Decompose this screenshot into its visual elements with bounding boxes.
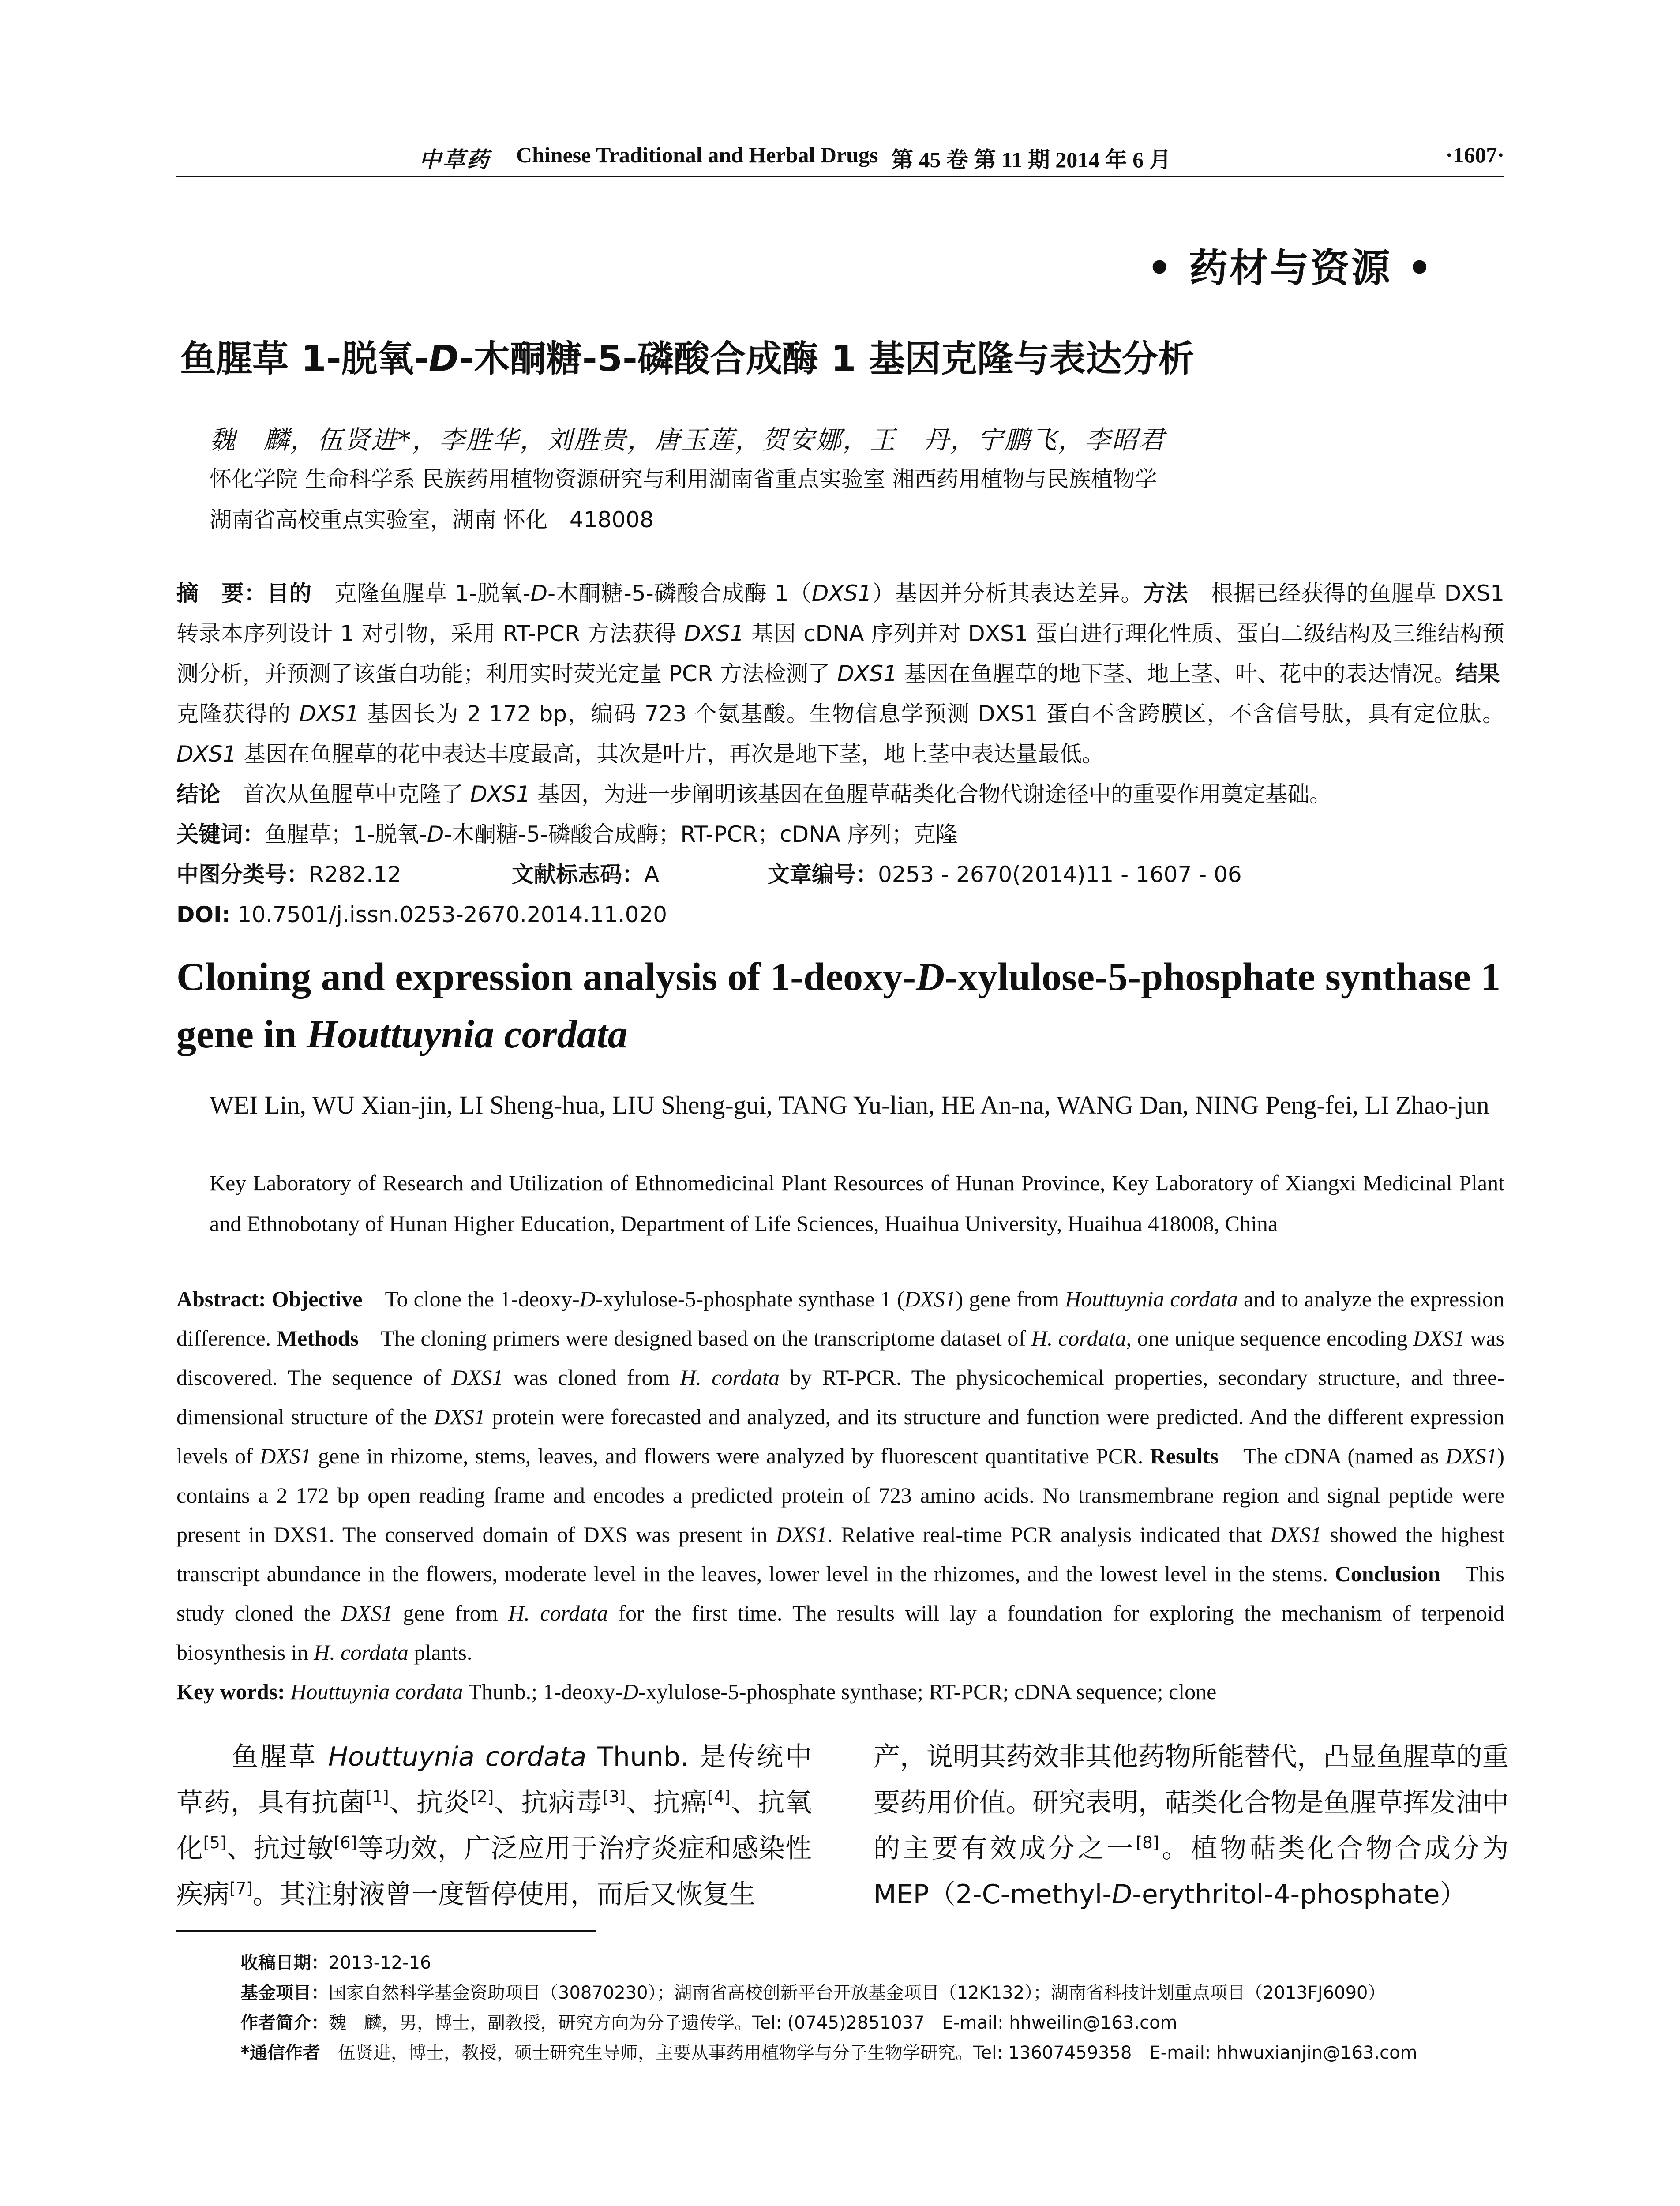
authors-cn: 魏 麟，伍贤进*，李胜华，刘胜贵，唐玉莲，贺安娜，王 丹，宁鹏飞，李昭君 <box>210 425 1166 455</box>
doi-link[interactable]: 10.7501/j.issn.0253-2670.2014.11.020 <box>237 902 668 927</box>
methods-text: The cloning primers were designed based on the transcriptome dataset of <box>358 1326 1031 1351</box>
abstract-cn <box>176 574 1522 935</box>
conclusion-label: Conclusion <box>1335 1561 1440 1586</box>
citation-ref[interactable]: [5] <box>203 1833 227 1852</box>
results-text: 基因在鱼腥草的花中表达丰度最高，其次是叶片，再次是地下茎，地上茎中表达量最低。 <box>236 741 1104 767</box>
clc-value: R282.12 <box>309 862 401 887</box>
keywords-cn-text: 鱼腥草；1-脱氧- <box>265 822 427 847</box>
body-text: 。其注射液曾一度暂停使用，而后又恢复生 <box>252 1879 756 1910</box>
italic-d: D <box>622 1679 639 1704</box>
conclusion-text: 基因，为进一步阐明该基因在鱼腥草萜类化合物代谢途径中的重要作用奠定基础。 <box>530 781 1332 807</box>
abstract-en-body <box>176 1279 1504 1672</box>
citation-ref[interactable]: [8] <box>1136 1833 1159 1852</box>
objective-text: ）基因并分析其表达差异。 <box>872 581 1144 606</box>
running-head <box>176 142 1504 177</box>
gene-name: DXS1 <box>260 1444 311 1468</box>
bio-value: 魏 麟，男，博士，副教授，研究方向为分子遗传学。Tel: (0745)2851037 E-mail: hhweilin@163.com <box>329 2013 1178 2033</box>
methods-text: was discovered. The sequence of <box>176 1326 1505 1390</box>
journal-name-cn: 中草药 <box>419 147 491 172</box>
gene-name: DXS1 <box>684 621 744 646</box>
gene-name: DXS1 <box>341 1601 393 1625</box>
header-rule <box>176 176 1504 177</box>
italic-d: D <box>427 822 444 847</box>
doc-code <box>512 855 759 895</box>
conclusion-text: plants. <box>408 1640 472 1665</box>
title-en-text: Cloning and expression analysis of 1-deoxy- <box>176 955 916 999</box>
clc-label: 中图分类号： <box>176 862 309 887</box>
body-paragraph <box>176 1734 812 1917</box>
classification-line <box>176 855 1504 895</box>
title-cn <box>180 330 1548 382</box>
body-text: 、抗炎 <box>389 1787 471 1818</box>
body-text: 鱼腥草 <box>232 1741 328 1772</box>
species-name: H. cordata <box>1031 1326 1126 1351</box>
results-text: The cDNA (named as <box>1219 1444 1446 1468</box>
results-text: 克隆获得的 <box>176 661 1522 727</box>
results-text: ) contains a 2 172 bp open reading frame and encodes a predicted protein of 723 amino acids. No transmembrane region and signal peptide were present in DXS1. The conserved domain of DXS was present in <box>176 1444 1504 1547</box>
article-label: 文章编号： <box>768 862 878 887</box>
results-text: showed the highest transcript abundance in the flowers, moderate level in the leaves, lower level in the rhizomes, and the lowest level in the stems. <box>176 1522 1504 1586</box>
keywords-cn-label: 关键词： <box>176 822 265 847</box>
conclusion-text: gene from <box>392 1601 509 1625</box>
title-en-text: -xylulose-5-phosphate synthase 1 gene in <box>176 955 1501 1056</box>
authors-en: WEI Lin, WU Xian-jin, LI Sheng-hua, LIU Sheng-gui, TANG Yu-lian, HE An-na, WANG Dan, NING Peng-fei, LI Zhao-jun <box>210 1091 1489 1119</box>
gene-name: DXS1 <box>299 701 360 727</box>
abstract-en-label: Abstract: Objective <box>176 1287 363 1311</box>
methods-text: protein were forecasted and analyzed, and its structure and function were predicted. And the different expression levels of <box>176 1404 1504 1468</box>
methods-text: 根据已经获得的鱼腥草 DXS1 转录本序列设计 1 对引物，采用 RT-PCR 方法获得 <box>176 581 1505 646</box>
affiliation-cn-line1: 怀化学院 生命科学系 民族药用植物资源研究与利用湖南省重点实验室 湘西药用植物与民族植物学 <box>210 466 1157 492</box>
objective-label: 目的 <box>266 581 312 606</box>
gene-name: DXS1 <box>776 1522 828 1547</box>
results-label: Results <box>1150 1444 1219 1468</box>
body-text: 、抗癌 <box>626 1787 708 1818</box>
received-value: 2013-12-16 <box>329 1953 431 1973</box>
italic-d: D <box>1111 1879 1132 1910</box>
keywords-en-label: Key words: <box>176 1679 285 1704</box>
gene-name: DXS1 <box>176 741 237 767</box>
footnotes <box>240 1948 1507 2068</box>
keywords-cn-text: -木酮糖-5-磷酸合成酶；RT-PCR；cDNA 序列；克隆 <box>444 822 958 847</box>
species-name: H. cordata <box>314 1640 409 1665</box>
keywords-en <box>176 1672 1504 1711</box>
objective-text: -xylulose-5-phosphate synthase 1 ( <box>595 1287 904 1311</box>
doi-label: DOI: <box>176 902 231 927</box>
journal-name-en: Chinese Traditional and Herbal Drugs <box>516 143 878 167</box>
clc-code <box>176 855 503 895</box>
title-cn-italic: D <box>428 338 459 380</box>
objective-text: -木酮糖-5-磷酸合成酶 1（ <box>548 581 812 606</box>
body-text: 等功效，广泛应用于治疗炎症和感染性疾病 <box>176 1833 812 1910</box>
doi-line <box>176 895 1504 935</box>
abstract-cn-body <box>176 574 1522 774</box>
issue-info: 第 45 卷 第 11 期 2014 年 6 月 <box>891 147 1171 172</box>
page-number: ·1607· <box>1445 143 1504 167</box>
received-date <box>240 1948 1507 1978</box>
body-text: 、抗病毒 <box>494 1787 603 1818</box>
body-column-right <box>874 1734 1509 1917</box>
conclusion-cn <box>176 774 1504 814</box>
citation-ref[interactable]: [3] <box>602 1787 626 1806</box>
body-paragraph <box>874 1734 1509 1917</box>
gene-name: DXS1 <box>434 1404 486 1429</box>
body-text: 、抗氧化 <box>176 1787 812 1864</box>
species-name: Houttuynia cordata <box>307 1013 628 1056</box>
body-column-left <box>176 1734 812 1917</box>
methods-text: by RT-PCR. The physicochemical properties, secondary structure, and three-dimensional structure of the <box>176 1365 1504 1429</box>
citation-ref[interactable]: [7] <box>229 1879 253 1898</box>
gene-name: DXS1 <box>1413 1326 1465 1351</box>
footnote-rule <box>176 1930 596 1932</box>
affiliation-cn <box>210 459 1511 540</box>
abstract-cn-label: 摘 要： <box>176 581 267 606</box>
body-text: 。植物萜类化合物合成分为 MEP（2-C-methyl- <box>874 1833 1509 1910</box>
affiliation-en: Key Laboratory of Research and Utilization of Ethnomedicinal Plant Resources of Hunan Province, Key Laboratory of Xiangxi Medicinal Plant and Ethnobotany of Hunan Higher Education, Department of Life Sciences, Huaihua University, Huaihua 418008, China <box>210 1171 1504 1236</box>
citation-ref[interactable]: [1] <box>365 1787 389 1806</box>
title-cn-post: -木酮糖-5-磷酸合成酶 1 基因克隆与表达分析 <box>458 338 1195 380</box>
methods-label: 方法 <box>1143 581 1189 606</box>
results-text: 基因长为 2 172 bp，编码 723 个氨基酸。生物信息学预测 DXS1 蛋白不含跨膜区，不含信号肽，具有定位肽。 <box>359 701 1504 727</box>
author-bio <box>240 2008 1507 2038</box>
title-en <box>176 949 1504 1063</box>
species-name: Houttuynia cordata <box>290 1679 463 1704</box>
species-name: Houttuynia cordata <box>1065 1287 1238 1311</box>
species-name: H. cordata <box>508 1601 608 1625</box>
conclusion-label: 结论 <box>176 781 221 807</box>
received-label: 收稿日期： <box>240 1953 329 1973</box>
keywords-en-text: Thunb.; 1-deoxy- <box>463 1679 623 1704</box>
keywords-cn <box>176 814 1504 855</box>
species-name: Houttuynia cordata <box>328 1741 587 1772</box>
bio-label: 作者简介： <box>240 2013 329 2033</box>
article-number <box>768 855 1251 895</box>
corr-label: *通信作者 <box>240 2043 320 2063</box>
results-text: . Relative real-time PCR analysis indicated that <box>827 1522 1271 1547</box>
methods-text: 基因 cDNA 序列并对 DXS1 蛋白进行理化性质、蛋白二级结构及三维结构预测分析，并预测了该蛋白功能；利用实时荧光定量 PCR 方法检测了 <box>176 621 1504 687</box>
methods-text: gene in rhizome, stems, leaves, and flowers were analyzed by fluorescent quantitative PCR. <box>311 1444 1150 1468</box>
objective-text: ) gene from <box>956 1287 1065 1311</box>
methods-text: 基因在鱼腥草的地下茎、地上茎、叶、花中的表达情况。 <box>897 661 1456 687</box>
abstract-en <box>176 1279 1504 1711</box>
corresponding-author <box>240 2038 1507 2068</box>
article-value: 0253 - 2670(2014)11 - 1607 - 06 <box>878 862 1242 887</box>
methods-text: , one unique sequence encoding <box>1126 1326 1413 1351</box>
conclusion-text: 首次从鱼腥草中克隆了 <box>221 781 470 807</box>
body-text: Thunb. 是传统中草药，具有抗菌 <box>176 1741 812 1818</box>
conclusion-text: This study cloned the <box>176 1561 1504 1625</box>
section-label: • 药材与资源 • <box>1147 245 1434 291</box>
gene-name: DXS1 <box>470 781 531 807</box>
citation-ref[interactable]: [6] <box>334 1833 357 1852</box>
affiliation-cn-line2: 湖南省高校重点实验室，湖南 怀化 418008 <box>210 507 654 533</box>
objective-text: 克隆鱼腥草 1-脱氧- <box>312 581 531 606</box>
methods-text: was cloned from <box>503 1365 680 1390</box>
results-label: 结果 <box>1455 661 1500 687</box>
gene-name: DXS1 <box>451 1365 503 1390</box>
body-text: -erythritol-4-phosphate） <box>1132 1879 1466 1910</box>
objective-text: To clone the 1-deoxy- <box>362 1287 580 1311</box>
body-text: 产，说明其药效非其他药物所能替代，凸显鱼腥草的重要药用价值。研究表明，萜类化合物是鱼腥草挥发油中的主要有效成分之一 <box>874 1741 1509 1864</box>
citation-ref[interactable]: [4] <box>707 1787 731 1806</box>
italic-d: D <box>579 1287 596 1311</box>
title-cn-pre: 鱼腥草 1-脱氧- <box>180 338 429 380</box>
body-text: 、抗过敏 <box>226 1833 334 1864</box>
doc-value: A <box>644 862 660 887</box>
keywords-en-text: -xylulose-5-phosphate synthase; RT-PCR; cDNA sequence; clone <box>638 1679 1217 1704</box>
objective-text: and to analyze the expression difference. <box>176 1287 1505 1351</box>
corr-value: 伍贤进，博士，教授，硕士研究生导师，主要从事药用植物学与分子生物学研究。Tel: 13607459358 E-mail: hhwuxianjin@163.com <box>320 2043 1418 2063</box>
doc-label: 文献标志码： <box>512 862 644 887</box>
fund-info <box>240 1978 1507 2008</box>
italic-d: D <box>916 955 945 999</box>
conclusion-text: for the first time. The results will lay a foundation for exploring the mechanism of terpenoid biosynthesis in <box>176 1601 1504 1665</box>
gene-name: DXS1 <box>1270 1522 1322 1547</box>
gene-name: DXS1 <box>837 661 897 687</box>
species-name: H. cordata <box>680 1365 780 1390</box>
italic-d: D <box>530 581 548 606</box>
gene-name: DXS1 <box>811 581 872 606</box>
citation-ref[interactable]: [2] <box>470 1787 494 1806</box>
methods-label: Methods <box>276 1326 359 1351</box>
gene-name: DXS1 <box>904 1287 956 1311</box>
gene-name: DXS1 <box>1445 1444 1497 1468</box>
fund-label: 基金项目： <box>240 1983 329 2003</box>
fund-value: 国家自然科学基金资助项目（30870230）；湖南省高校创新平台开放基金项目（12K132）；湖南省科技计划重点项目（2013FJ6090） <box>329 1983 1386 2003</box>
